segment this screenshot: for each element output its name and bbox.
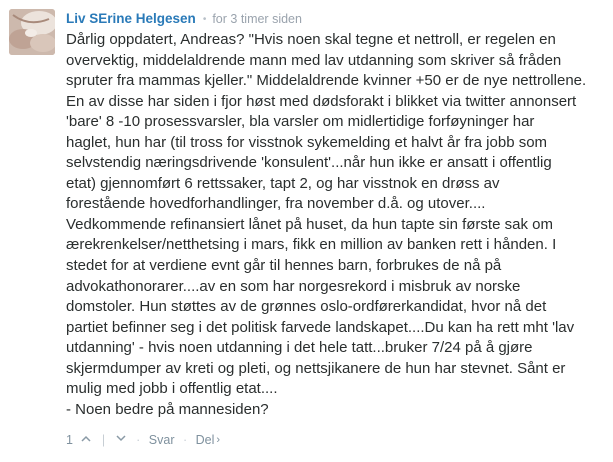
timestamp-link[interactable]: for 3 timer siden — [212, 12, 302, 26]
share-button[interactable] — [196, 430, 220, 449]
share-label: Del — [195, 433, 215, 448]
downvote-button[interactable] — [114, 433, 128, 447]
chevron-right-icon: › — [216, 434, 221, 447]
comment-header — [66, 10, 302, 28]
comment-line: Dårlig oppdatert, Andreas? "Hvis noen skal tegne et nettroll, er regelen en — [66, 31, 556, 48]
comment-line: advokathonorarer....av en som har norgesrekord i misbruk av norske — [66, 277, 521, 295]
upvote-button[interactable] — [79, 433, 93, 447]
comment-line: spruter fra mammas kjeller." Middelaldrende kvinner +50 er de nye nettrollene. — [66, 72, 587, 90]
comment-body — [66, 30, 606, 420]
footer-separator: · — [182, 432, 188, 447]
vote-separator: | — [101, 432, 106, 447]
comment-line: selvstendig næringsdrivende 'konsulent'...når hun ikke er ansatt i offentlig — [66, 154, 552, 172]
comment-line: utdanning' - hvis noen utdanning i det hele tatt...bruker 7/24 på å gjøre — [66, 339, 533, 357]
chevron-down-icon — [116, 435, 126, 442]
avatar-image — [9, 9, 55, 55]
footer-separator: · — [136, 432, 141, 447]
comment-line: overvektig, middelaldrende mann med lav utdanning som skriver så fråden — [66, 51, 562, 69]
comment-line: etat) gjennomført 6 rettssaker, tapt 2, og har visstnok en drøss av — [66, 174, 500, 192]
avatar[interactable] — [9, 9, 55, 55]
comment-line: mulig med jobb i offentlig etat.... — [66, 380, 278, 398]
header-bullet: • — [202, 14, 207, 25]
comment-line: ærekrenkelser/netthetsing i mars, fikk en million av banken rett i hånden. I — [66, 236, 557, 254]
comment-line: 'bare' 8 -10 prosessvarsler, bla varsler om midlertidige forføyninger har — [66, 113, 535, 131]
comment-line: domstoler. Hun støttes av de grønnes oslo-ordførerkandidat, hvor nå det — [66, 298, 547, 316]
comment-footer — [66, 430, 220, 448]
vote-count: 1 — [66, 432, 73, 447]
comment-line: haglet, hun har (til tross for visstnok sykemelding et halvt år fra jobb som — [66, 133, 548, 151]
comment-line: skjermdumper av kreti og pleti, og nettsjikanere de hun har stevnet. Sånt er — [66, 359, 566, 377]
reply-button[interactable]: Svar — [148, 432, 175, 447]
comment-line: Vedkommende refinansiert lånet på huset, da hun tapte sin første sak om — [66, 215, 553, 233]
comment-line: En av disse har siden i fjor høst med dødsforakt i blikket via twitter annonsert — [66, 92, 577, 110]
comment-line: forestående hovedforhandlinger, fra november d.å. og utover.... — [66, 195, 486, 213]
author-name[interactable]: Liv SErine Helgesen — [66, 11, 196, 26]
comment-line: - Noen bedre på mannesiden? — [66, 400, 269, 418]
comment-line: stedet for at verdiene evnt går til hennes barn, forbrukes de nå på — [66, 257, 502, 275]
comment-line: partiet befinner seg i det politisk farvede landskapet....Du kan ha rett mht 'lav — [66, 318, 575, 336]
chevron-up-icon — [81, 435, 91, 442]
